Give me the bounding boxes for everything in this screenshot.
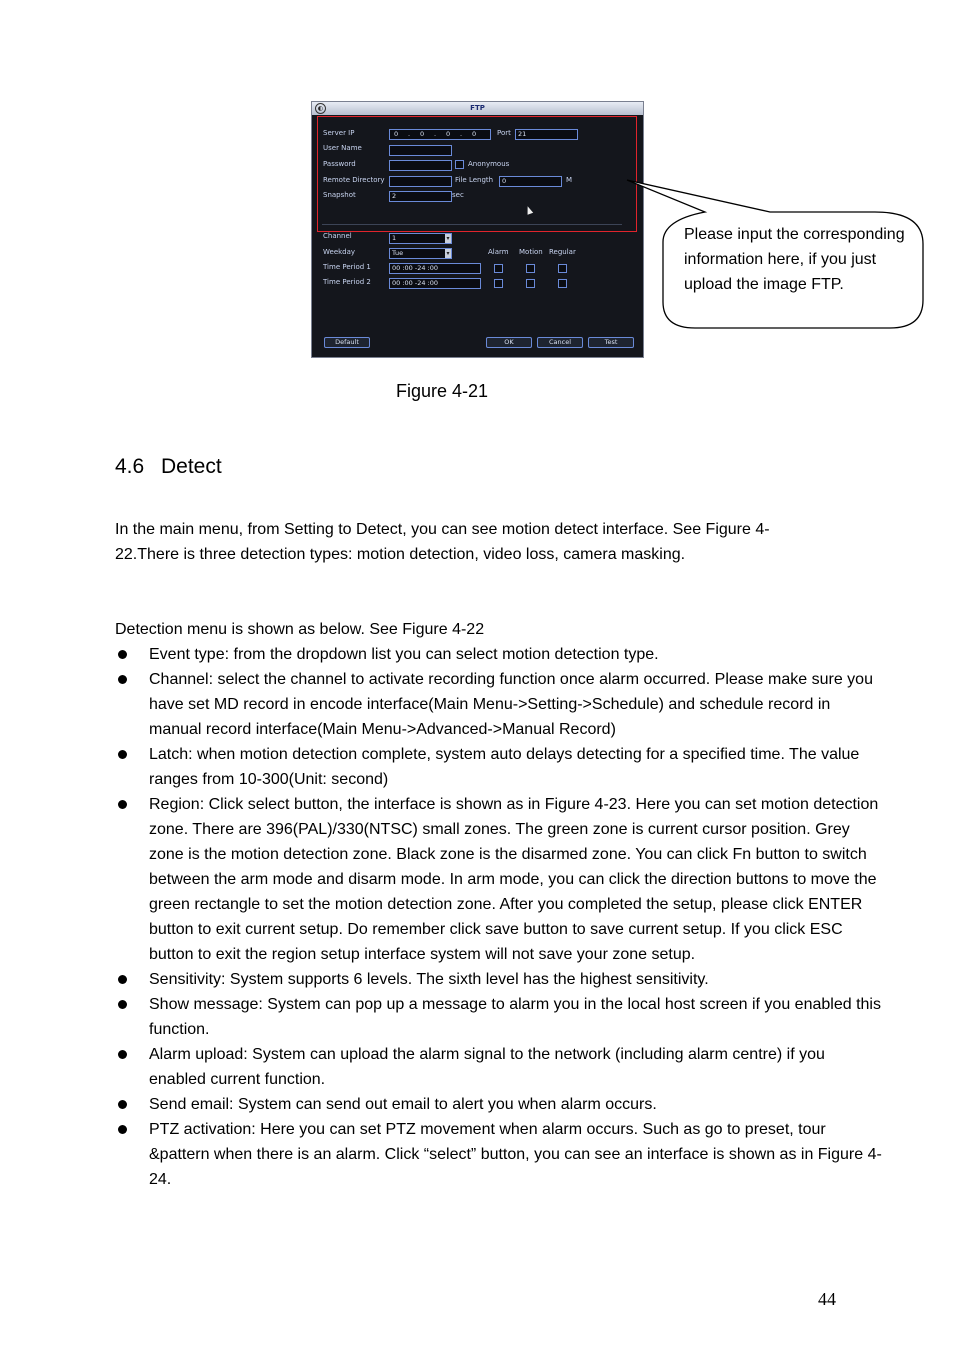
time-period-2-alarm-checkbox[interactable] xyxy=(494,279,503,288)
list-item xyxy=(115,1042,885,1092)
remote-directory-label: Remote Directory xyxy=(323,176,385,184)
section-title: Detect xyxy=(161,455,222,478)
anonymous-checkbox[interactable] xyxy=(455,160,464,169)
bullet-icon xyxy=(118,1000,127,1009)
remote-directory-field[interactable] xyxy=(389,176,452,187)
time-period-2-motion-checkbox[interactable] xyxy=(526,279,535,288)
list-item xyxy=(115,742,885,792)
cancel-button[interactable]: Cancel xyxy=(537,337,583,348)
bullet-icon xyxy=(118,650,127,659)
list-item xyxy=(115,992,885,1042)
section-number: 4.6 xyxy=(115,455,145,478)
divider xyxy=(322,224,622,225)
file-length-label: File Length xyxy=(455,176,494,184)
time-period-1-alarm-checkbox[interactable] xyxy=(494,264,503,273)
password-label: Password xyxy=(323,160,356,168)
bullet-icon xyxy=(118,800,127,809)
list-item-text: Send email: System can send out email to alert you when alarm occurs. xyxy=(149,1096,657,1113)
anonymous-label: Anonymous xyxy=(468,160,510,168)
ip-separator: . xyxy=(408,130,411,138)
bullet-icon xyxy=(118,1125,127,1134)
callout-text: Please input the corresponding information here, if you just upload the image FTP. xyxy=(684,226,905,293)
intro-paragraph: In the main menu, from Setting to Detect, you can see motion detect interface. See Figure 4-22.There is three detection types: motion detection, video loss, camera masking. xyxy=(115,521,770,563)
time-period-2-field[interactable]: 00 :00 -24 :00 xyxy=(389,278,481,289)
menu-intro-paragraph: Detection menu is shown as below. See Figure 4-22 xyxy=(115,621,485,638)
ip-separator: . xyxy=(460,130,463,138)
section-heading xyxy=(115,455,222,479)
test-button[interactable]: Test xyxy=(588,337,634,348)
ip-octet-1: 0 xyxy=(394,130,399,138)
app-logo-icon: ◐ xyxy=(315,103,326,114)
snapshot-unit: sec xyxy=(452,191,464,199)
alarm-column-header: Alarm xyxy=(488,248,509,256)
dialog-title: FTP xyxy=(470,104,485,112)
list-item-text: Latch: when motion detection complete, system auto delays detecting for a specified time. The value ranges from 10-300(Unit: second) xyxy=(149,746,860,788)
port-label: Port xyxy=(497,129,511,137)
file-length-field[interactable]: 0 xyxy=(499,176,562,187)
channel-dropdown[interactable]: 1 ▾ xyxy=(389,233,452,244)
dialog-title-bar xyxy=(312,102,643,115)
snapshot-label: Snapshot xyxy=(323,191,356,199)
weekday-label: Weekday xyxy=(323,248,356,256)
password-field[interactable] xyxy=(389,160,452,171)
bullet-icon xyxy=(118,675,127,684)
list-item-text: PTZ activation: Here you can set PTZ movement when alarm occurs. Such as go to preset, tour &pattern when there is an alarm. Click “select” button, you can see an interface is shown as in Figure 4-24. xyxy=(149,1121,882,1188)
port-field[interactable]: 21 xyxy=(515,129,578,140)
list-item-text: Event type: from the dropdown list you can select motion detection type. xyxy=(149,646,659,663)
bullet-icon xyxy=(118,1100,127,1109)
list-item xyxy=(115,967,885,992)
snapshot-field[interactable]: 2 xyxy=(389,191,452,202)
ok-button[interactable]: OK xyxy=(486,337,532,348)
server-ip-field[interactable] xyxy=(389,129,491,140)
weekday-dropdown[interactable]: Tue ▾ xyxy=(389,248,452,259)
list-item xyxy=(115,642,885,667)
list-item xyxy=(115,792,885,967)
user-name-field[interactable] xyxy=(389,145,452,156)
user-name-label: User Name xyxy=(323,144,362,152)
ftp-dialog-screenshot xyxy=(311,101,644,358)
bullet-icon xyxy=(118,975,127,984)
list-item xyxy=(115,1117,885,1192)
file-length-unit: M xyxy=(566,176,573,184)
page-number: 44 xyxy=(818,1289,836,1309)
bullet-icon xyxy=(118,1050,127,1059)
list-item-text: Show message: System can pop up a message to alarm you in the local host screen if you enabled this function. xyxy=(149,996,881,1038)
server-ip-label: Server IP xyxy=(323,129,355,137)
default-button[interactable]: Default xyxy=(324,337,370,348)
list-item-text: Region: Click select button, the interface is shown as in Figure 4-23. Here you can set motion detection zone. There are 396(PAL)/330(NTSC) small zones. The green zone is current cursor position. Grey zone is the motion detection zone. Black zone is the disarmed zone. You can click Fn button to switch between the arm mode and disarm mode. In arm mode, you can click the direction buttons to move the green rectangle to set the motion detection zone. After you completed the setup, please click ENTER button to exit current setup. Do remember click save button to save current setup. If you click ESC button to exit the region setup interface system will not save your zone setup. xyxy=(149,796,879,963)
ip-separator: . xyxy=(434,130,437,138)
ip-octet-2: 0 xyxy=(420,130,425,138)
list-item-text: Sensitivity: System supports 6 levels. The sixth level has the highest sensitivity. xyxy=(149,971,709,988)
motion-column-header: Motion xyxy=(519,248,543,256)
channel-label: Channel xyxy=(323,232,352,240)
time-period-2-label: Time Period 2 xyxy=(323,278,371,286)
list-item-text: Channel: select the channel to activate recording function once alarm occurred. Please make sure you have set MD record in encode interface(Main Menu->Setting->Schedule) and schedule record in manual record interface(Main Menu->Advanced->Manual Record) xyxy=(149,671,873,738)
ip-octet-3: 0 xyxy=(446,130,451,138)
list-item xyxy=(115,1092,885,1117)
detection-options-list xyxy=(115,642,885,1192)
figure-caption: Figure 4-21 xyxy=(396,381,489,401)
time-period-1-label: Time Period 1 xyxy=(323,263,371,271)
ip-octet-4: 0 xyxy=(472,130,477,138)
bullet-icon xyxy=(118,750,127,759)
list-item xyxy=(115,667,885,742)
time-period-2-regular-checkbox[interactable] xyxy=(558,279,567,288)
regular-column-header: Regular xyxy=(549,248,576,256)
time-period-1-regular-checkbox[interactable] xyxy=(558,264,567,273)
time-period-1-motion-checkbox[interactable] xyxy=(526,264,535,273)
list-item-text: Alarm upload: System can upload the alarm signal to the network (including alarm centre) if you enabled current function. xyxy=(149,1046,825,1088)
time-period-1-field[interactable]: 00 :00 -24 :00 xyxy=(389,263,481,274)
